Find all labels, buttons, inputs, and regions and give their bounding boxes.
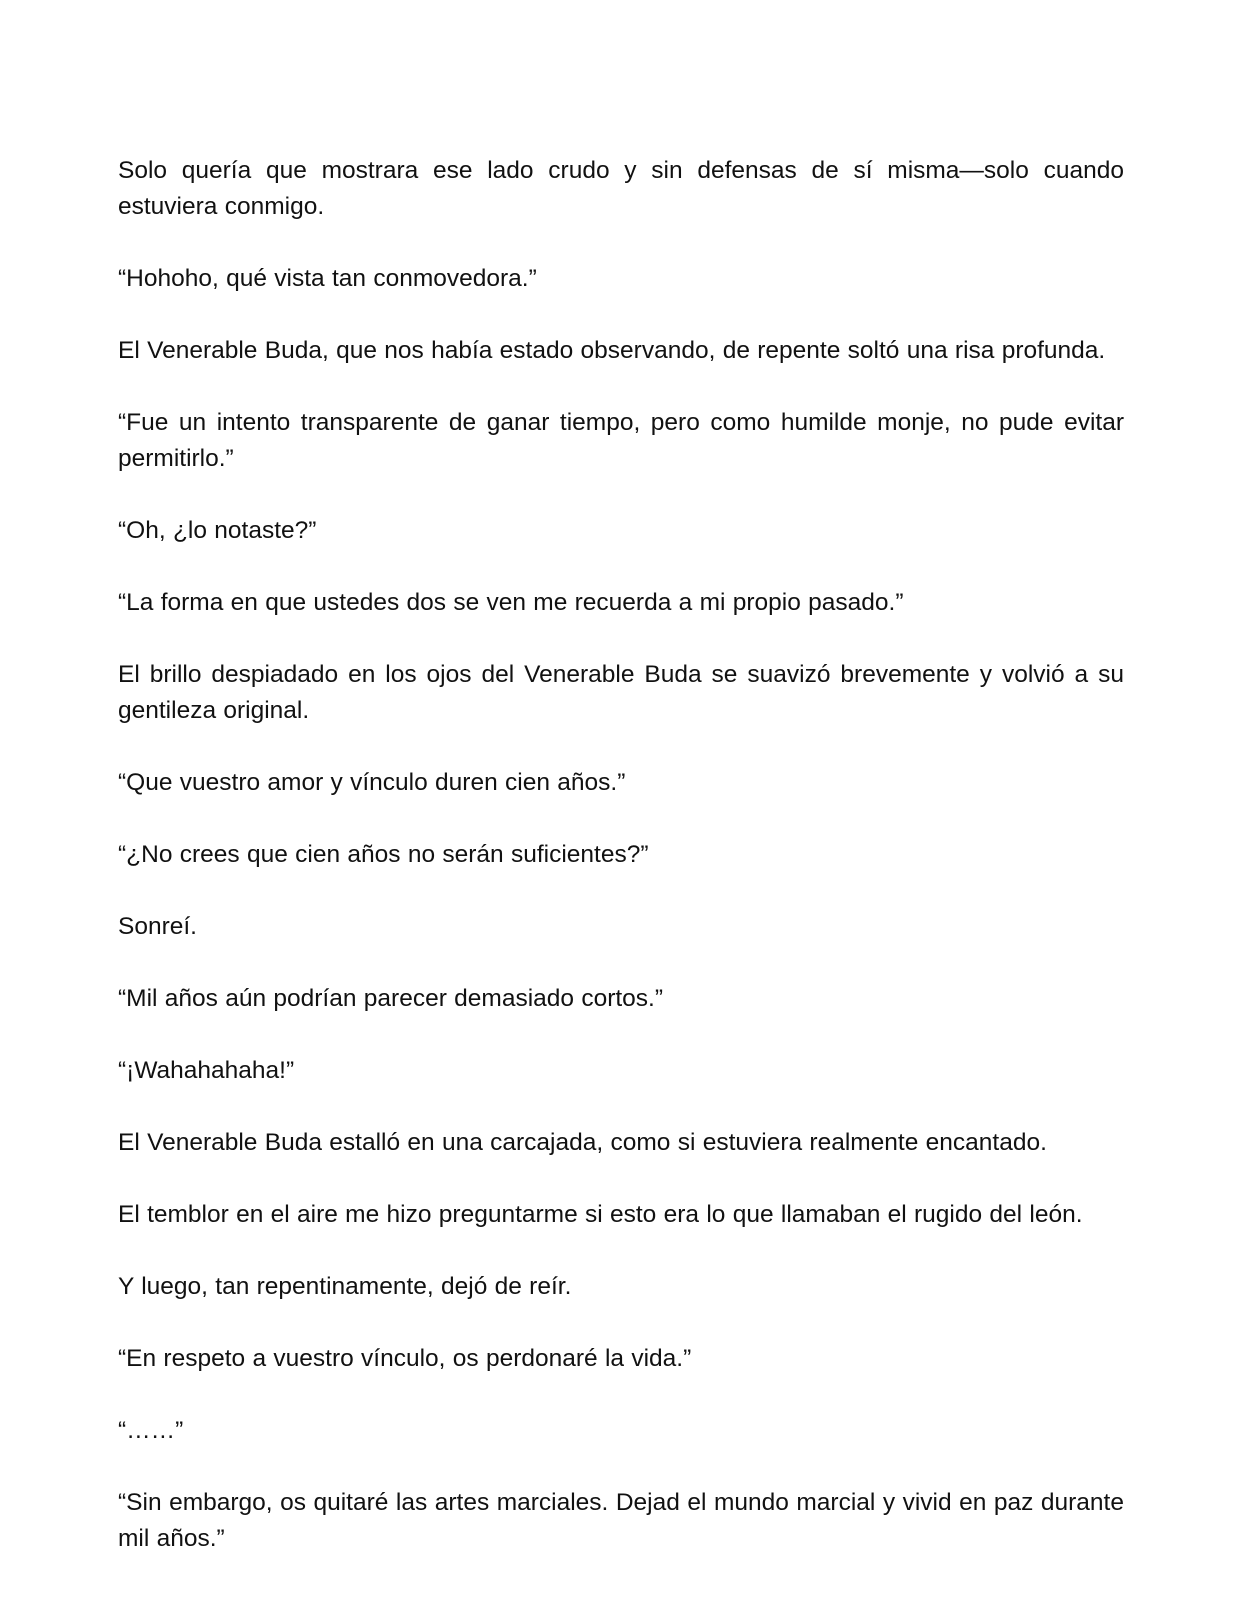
paragraph: “¿No crees que cien años no serán suficientes?” <box>118 841 649 868</box>
paragraph: “Mil años aún podrían parecer demasiado cortos.” <box>118 985 664 1012</box>
paragraph: “Oh, ¿lo notaste?” <box>118 517 317 544</box>
paragraph: “Fue un intento transparente de ganar tiempo, pero como humilde monje, no pude evitar permitirlo.” <box>118 409 1124 472</box>
paragraph: El Venerable Buda estalló en una carcajada, como si estuviera realmente encantado. <box>118 1129 1047 1156</box>
paragraph: Y luego, tan repentinamente, dejó de reír. <box>118 1273 572 1300</box>
paragraph: “Sin embargo, os quitaré las artes marciales. Dejad el mundo marcial y vivid en paz durante mil años.” <box>118 1489 1124 1552</box>
paragraph: Solo quería que mostrara ese lado crudo y sin defensas de sí misma—solo cuando estuviera conmigo. <box>118 157 1124 220</box>
paragraph: Sonreí. <box>118 913 197 940</box>
paragraph: “Hohoho, qué vista tan conmovedora.” <box>118 265 537 292</box>
paragraph: El Venerable Buda, que nos había estado observando, de repente soltó una risa profunda. <box>118 337 1106 364</box>
paragraph: “¡Wahahahaha!” <box>118 1057 295 1084</box>
paragraph: “La forma en que ustedes dos se ven me recuerda a mi propio pasado.” <box>118 589 904 616</box>
paragraph: “Que vuestro amor y vínculo duren cien años.” <box>118 769 626 796</box>
paragraph: “En respeto a vuestro vínculo, os perdonaré la vida.” <box>118 1345 692 1372</box>
paragraph: El temblor en el aire me hizo preguntarme si esto era lo que llamaban el rugido del león. <box>118 1201 1083 1228</box>
page-body-text <box>118 153 1124 1593</box>
paragraph: El brillo despiadado en los ojos del Venerable Buda se suavizó brevemente y volvió a su gentileza original. <box>118 661 1124 724</box>
paragraph: “……” <box>118 1417 184 1444</box>
